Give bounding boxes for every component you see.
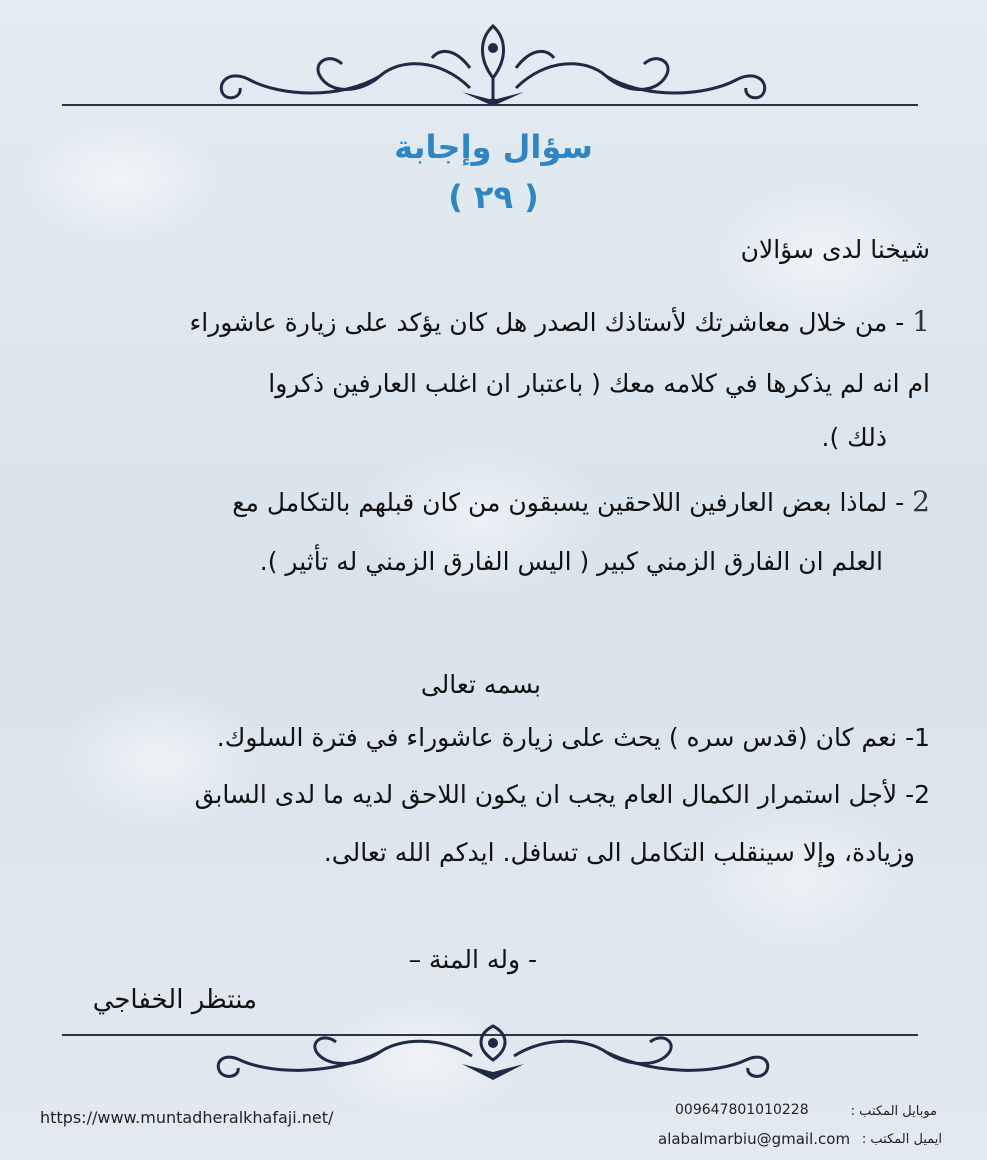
- question-2-line-1: [232, 482, 930, 523]
- question-1-text-1: - من خلال معاشرتك لأستاذك الصدر هل كان يؤكد على زيارة عاشوراء: [189, 308, 913, 337]
- question-1-number: 1: [912, 305, 930, 338]
- email-value[interactable]: alabalmarbiu@gmail.com: [658, 1130, 851, 1148]
- question-1-line-2: ام انه لم يذكرها في كلامه معك ( باعتبار ان اغلب العارفين ذكروا: [268, 369, 930, 398]
- website-link[interactable]: https://www.muntadheralkhafaji.net/: [40, 1108, 334, 1127]
- email-label: ايميل المكتب :: [861, 1132, 942, 1147]
- question-1-line-1: [190, 302, 930, 343]
- answer-2-line-1: 2- لأجل استمرار الكمال العام يجب ان يكون اللاحق لديه ما لدى السابق: [194, 780, 930, 809]
- question-2-number: 2: [912, 485, 930, 518]
- answer-1: 1- نعم كان (قدس سره ) يحث على زيارة عاشوراء في فترة السلوك.: [216, 723, 930, 752]
- mobile-label: موبايل المكتب :: [850, 1104, 937, 1119]
- top-divider: [62, 104, 918, 106]
- top-ornament-icon: [0, 18, 987, 108]
- mobile-value: 009647801010228: [675, 1102, 809, 1118]
- basmala: بسمه تعالى: [420, 670, 541, 699]
- question-1-line-3: ذلك ).: [821, 423, 887, 452]
- question-2-text-1: - لماذا بعض العارفين اللاحقين يسبقون من كان قبلهم بالتكامل مع: [232, 488, 913, 517]
- answer-2-line-2: وزيادة، وإلا سينقلب التكامل الى تسافل. ايدكم الله تعالى.: [323, 838, 915, 867]
- question-2-line-2: العلم ان الفارق الزمني كبير ( اليس الفارق الزمني له تأثير ).: [259, 547, 883, 576]
- signature: منتظر الخفاجي: [92, 985, 257, 1015]
- page-title: سؤال وإجابة: [394, 128, 593, 166]
- closing-phrase: - وله المنة –: [408, 945, 537, 974]
- question-intro: شيخنا لدى سؤالان: [740, 235, 930, 264]
- bottom-ornament-icon: [0, 1016, 987, 1086]
- question-number: ( ٢٩ ): [448, 178, 539, 216]
